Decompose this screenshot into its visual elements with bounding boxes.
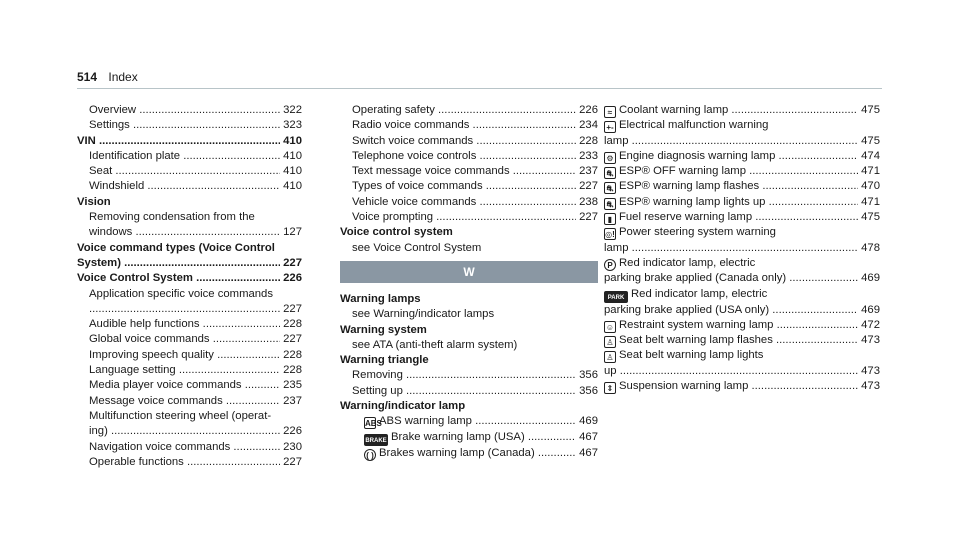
index-column-2: [340, 103, 598, 461]
entry-text: ESP® OFF warning lamp: [619, 165, 746, 178]
entry-page-number: 227: [576, 179, 598, 194]
entry-text: Media player voice commands: [89, 379, 242, 392]
entry-text: windows: [89, 226, 133, 239]
entry-page-number: 469: [858, 303, 880, 318]
index-entry: [604, 134, 880, 149]
entry-text: ESP® warning lamp flashes: [619, 180, 760, 193]
index-entry: [340, 241, 598, 256]
esp-off-icon: ⛐: [604, 167, 616, 179]
entry-page-number: 233: [576, 149, 598, 164]
entry-text: Identification plate: [89, 149, 181, 162]
entry-page-number: 471: [858, 195, 880, 210]
index-entry: [604, 164, 880, 179]
entry-text: lamp: [604, 134, 629, 147]
index-entry: [77, 195, 302, 210]
entry-page-number: 410: [280, 134, 302, 149]
entry-page-number: 470: [858, 179, 880, 194]
index-entry: [604, 287, 880, 303]
index-entry: [77, 424, 302, 439]
entry-text: Navigation voice commands: [89, 440, 231, 453]
index-entry: [77, 134, 302, 149]
entry-page-number: 469: [858, 271, 880, 286]
index-entry: [340, 179, 598, 194]
entry-page-number: 356: [576, 368, 598, 383]
entry-text: see Voice Control System: [352, 241, 482, 254]
entry-page-number: 228: [280, 317, 302, 332]
entry-page-number: 227: [280, 302, 302, 317]
index-entry: [604, 195, 880, 210]
entry-text: Settings: [89, 119, 130, 132]
index-entry: [77, 256, 302, 271]
entry-text: Vehicle voice commands: [352, 195, 477, 208]
index-entry: [77, 348, 302, 363]
entry-page-number: 473: [858, 333, 880, 348]
index-entry: [77, 317, 302, 332]
entry-text: Warning lamps: [340, 292, 421, 305]
entry-text: Windshield: [89, 180, 145, 193]
entry-page-number: 228: [280, 363, 302, 378]
entry-text: Improving speech quality: [89, 348, 214, 361]
entry-text: ABS warning lamp: [379, 415, 472, 428]
index-entry: [604, 379, 880, 394]
entry-page-number: 467: [576, 430, 598, 445]
entry-page-number: 227: [280, 332, 302, 347]
steering-icon: ◎!: [605, 230, 615, 240]
index-entry: [77, 440, 302, 455]
header-rule: [77, 88, 882, 89]
index-entry: [604, 364, 880, 379]
index-column-1: [77, 103, 302, 470]
index-entry: [604, 118, 880, 133]
entry-text: Voice control system: [340, 226, 453, 239]
index-entry: [77, 363, 302, 378]
park-icon: PARK: [604, 291, 628, 303]
entry-text: up: [604, 364, 617, 377]
entry-page-number: 475: [858, 210, 880, 225]
entry-text: Telephone voice controls: [352, 149, 477, 162]
entry-page-number: 467: [576, 446, 598, 461]
entry-text: Power steering system warning: [619, 226, 776, 239]
index-entry: [77, 332, 302, 347]
index-entry: [340, 210, 598, 225]
index-entry: [77, 210, 302, 225]
entry-page-number: 227: [576, 210, 598, 225]
index-entry: [77, 149, 302, 164]
esp-icon: ⛐: [604, 182, 616, 194]
entry-text: see Warning/indicator lamps: [352, 308, 495, 321]
entry-page-number: 410: [280, 164, 302, 179]
header-title: Index: [108, 70, 138, 84]
entry-text: ing): [89, 425, 108, 438]
entry-page-number: 228: [576, 134, 598, 149]
entry-text: Engine diagnosis warning lamp: [619, 149, 776, 162]
seat-belt-icon: ♙: [604, 336, 616, 348]
index-column-3: [604, 103, 880, 394]
entry-text: Language setting: [89, 364, 176, 377]
entry-text: Seat belt warning lamp lights: [619, 349, 764, 362]
entry-text: Audible help functions: [89, 318, 200, 331]
index-entry: [77, 409, 302, 424]
index-entry: [77, 271, 302, 286]
index-entry: [77, 118, 302, 133]
index-entry: [340, 164, 598, 179]
entry-page-number: 322: [280, 103, 302, 118]
entry-page-number: 237: [576, 164, 598, 179]
index-entry: [604, 149, 880, 164]
entry-page-number: 478: [858, 241, 880, 256]
index-entry: [604, 271, 880, 286]
index-entry: [604, 210, 880, 225]
index-entry: [604, 225, 880, 240]
index-entry: [604, 303, 880, 318]
entry-page-number: 473: [858, 379, 880, 394]
parking-brake-circle-icon: P: [604, 259, 616, 271]
entry-text: Coolant warning lamp: [619, 104, 729, 116]
entry-page-number: 471: [858, 164, 880, 179]
entry-page-number: 230: [280, 440, 302, 455]
entry-page-number: 226: [280, 271, 302, 286]
index-entry: [340, 384, 598, 399]
index-entry: [604, 348, 880, 363]
entry-text: Voice Control System: [77, 272, 193, 285]
entry-text: Seat: [89, 165, 113, 178]
entry-page-number: 237: [280, 394, 302, 409]
entry-page-number: 227: [280, 256, 302, 271]
entry-page-number: 226: [576, 103, 598, 118]
index-entry: [340, 368, 598, 383]
index-entry: [340, 430, 598, 446]
page-number: 514: [77, 70, 98, 84]
index-entry: [340, 149, 598, 164]
entry-page-number: 410: [280, 179, 302, 194]
entry-text: Operable functions: [89, 455, 184, 468]
entry-text: Voice command types (Voice Control: [77, 241, 275, 254]
entry-text: Removing: [352, 369, 403, 382]
suspension-icon: ⇕: [604, 382, 616, 394]
index-entry: [77, 225, 302, 240]
seat-belt-icon: ♙: [604, 351, 616, 363]
entry-text: Electrical malfunction warning: [619, 119, 769, 132]
entry-text: System): [77, 256, 121, 269]
index-entry: [604, 333, 880, 348]
index-entry: [77, 241, 302, 256]
entry-text: Radio voice commands: [352, 119, 470, 132]
index-entry: [604, 103, 880, 118]
entry-text: Text message voice commands: [352, 165, 510, 178]
entry-text: Red indicator lamp, electric: [619, 256, 756, 269]
entry-text: parking brake applied (Canada only): [604, 272, 787, 285]
entry-text: Removing condensation from the: [89, 211, 255, 224]
index-entry: [340, 134, 598, 149]
entry-page-number: 234: [576, 118, 598, 133]
index-entry: [77, 179, 302, 194]
entry-page-number: 356: [576, 384, 598, 399]
entry-text: Suspension warning lamp: [619, 380, 749, 393]
index-entry: [77, 287, 302, 302]
abs-icon: ABS: [365, 419, 382, 429]
entry-text: Message voice commands: [89, 394, 223, 407]
index-entry: [340, 323, 598, 338]
airbag-icon: ☺: [605, 322, 615, 332]
index-entry: [77, 302, 302, 317]
entry-page-number: 469: [576, 414, 598, 429]
brake-icon: BRAKE: [364, 434, 388, 446]
entry-text: Global voice commands: [89, 333, 210, 346]
entry-text: Setting up: [352, 384, 403, 397]
index-entry: [340, 307, 598, 322]
entry-text: Types of voice commands: [352, 180, 483, 193]
entry-text: Voice prompting: [352, 211, 434, 224]
entry-page-number: 228: [280, 348, 302, 363]
entry-page-number: 127: [280, 225, 302, 240]
entry-text: Brake warning lamp (USA): [391, 430, 525, 443]
section-letter: W: [340, 261, 598, 283]
index-entry: [77, 103, 302, 118]
entry-page-number: 323: [280, 118, 302, 133]
index-entry: [340, 225, 598, 240]
entry-text: Seat belt warning lamp flashes: [619, 334, 773, 347]
entry-text: see ATA (anti-theft alarm system): [352, 338, 518, 351]
index-entry: [77, 164, 302, 179]
entry-page-number: 410: [280, 149, 302, 164]
entry-text: Overview: [89, 104, 137, 116]
index-entry: [77, 455, 302, 470]
entry-page-number: 475: [858, 103, 880, 118]
index-entry: [340, 118, 598, 133]
index-entry: [340, 446, 598, 461]
entry-text: Brakes warning lamp (Canada): [379, 446, 535, 459]
battery-icon: +-: [604, 121, 616, 133]
entry-text: Multifunction steering wheel (operat-: [89, 409, 272, 422]
entry-text: Warning triangle: [340, 354, 429, 367]
index-entry: [340, 338, 598, 353]
index-entry: [77, 394, 302, 409]
coolant-icon: ≈: [604, 106, 616, 118]
entry-text: Fuel reserve warning lamp: [619, 211, 753, 224]
entry-text: Switch voice commands: [352, 134, 474, 147]
entry-text: parking brake applied (USA only): [604, 303, 770, 316]
entry-page-number: 475: [858, 134, 880, 149]
entry-page-number: 474: [858, 149, 880, 164]
index-entry: [340, 103, 598, 118]
brake-circle-icon: ( ): [364, 449, 376, 461]
index-entry: [340, 399, 598, 414]
entry-page-number: 472: [858, 318, 880, 333]
entry-text: Vision: [77, 195, 111, 208]
index-entry: [604, 318, 880, 333]
index-entry: [340, 195, 598, 210]
entry-text: Operating safety: [352, 104, 435, 116]
esp-icon: ⛐: [604, 198, 616, 210]
index-entry: [340, 414, 598, 429]
entry-text: ESP® warning lamp lights up: [619, 195, 766, 208]
index-entry: [77, 378, 302, 393]
index-entry: [340, 292, 598, 307]
page-header: [77, 70, 138, 84]
entry-page-number: 235: [280, 378, 302, 393]
index-entry: [604, 179, 880, 194]
entry-page-number: 238: [576, 195, 598, 210]
entry-text: lamp: [604, 241, 629, 254]
entry-text: Restraint system warning lamp: [619, 318, 774, 331]
entry-page-number: 227: [280, 455, 302, 470]
entry-page-number: 473: [858, 364, 880, 379]
entry-text: Red indicator lamp, electric: [631, 287, 768, 300]
entry-text: Warning system: [340, 323, 427, 336]
index-entry: [604, 256, 880, 271]
index-entry: [604, 241, 880, 256]
entry-text: VIN: [77, 134, 96, 147]
index-entry: [340, 353, 598, 368]
entry-page-number: 226: [280, 424, 302, 439]
engine-icon: ⚙: [604, 152, 616, 164]
fuel-icon: ▮: [604, 213, 616, 225]
entry-text: Warning/indicator lamp: [340, 400, 466, 413]
entry-text: Application specific voice commands: [89, 287, 273, 300]
